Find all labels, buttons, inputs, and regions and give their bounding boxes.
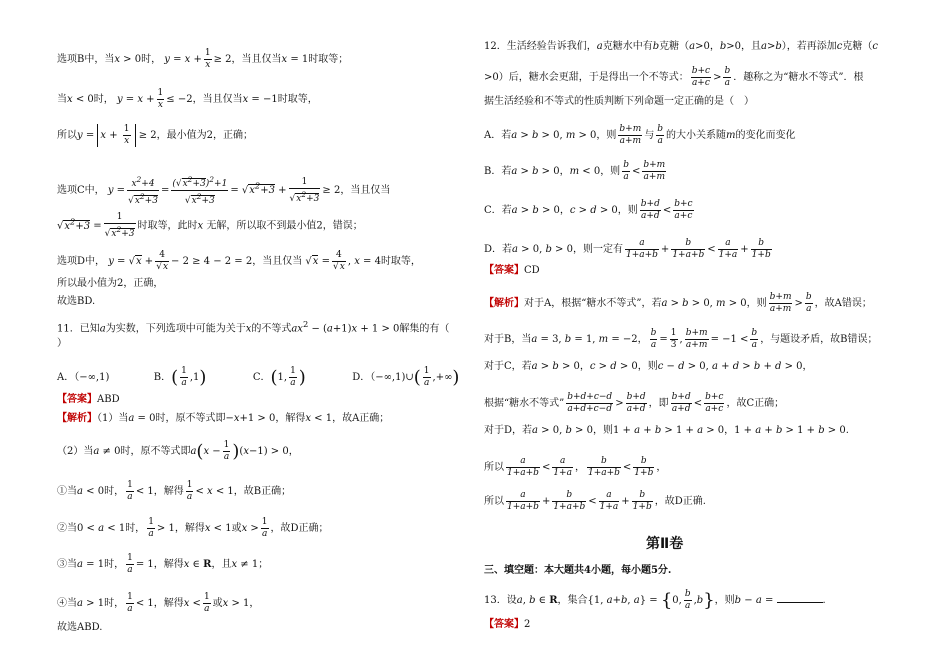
text: 与: [644, 130, 655, 141]
explain-tag: 【解析】: [484, 298, 524, 309]
explain-tag: 【解析】: [57, 413, 97, 424]
case-4: ④当a > 1时， $\frac{1}{a}$ < 1，解得x < $\frac{1}{a}$ 或x > 1，: [57, 592, 260, 614]
text: 时取等，此时: [137, 220, 198, 232]
text: 时，: [104, 559, 125, 570]
option-c: C．: [252, 372, 271, 383]
line-negative-x: 当x < 0时， y = x + $\frac{1}{x}$ ≤ −2，当且仅当x = −1时取等，: [57, 88, 318, 110]
question-11: 11．已知a为实数，下列选项中可能为关于x的不等式$ax^2 - (a+1)x + 1 > 0$解集的有（: [57, 319, 450, 335]
case-2: ②当0 < a < 1时， $\frac{1}{a}$ > 1，解得x < 1或x > $\frac{1}{a}$ ，故D正确；: [57, 517, 329, 539]
text: 所以: [57, 130, 77, 141]
answer-11: [57, 394, 120, 406]
text: ，则一定有: [572, 244, 623, 255]
text: ，且: [211, 559, 232, 570]
explain-c2: 根据“糖水不等式” $\frac{b+d+c-d}{a+d+c-d}$ > $\frac{b+d}{a+d}$ ，即 $\frac{b+d}{a+d}$ < $\frac{b+c}{a+c}$ ，故C正确；: [484, 392, 785, 414]
text: 时取等，: [277, 94, 318, 105]
option-d: D．（−∞,1)∪: [352, 372, 414, 383]
text: 对于D，若: [484, 425, 533, 436]
text: （2）当: [57, 446, 94, 457]
case-1: ①当a < 0时， $\frac{1}{a}$ < 1，解得 $\frac{1}{a}$ < x < 1，故B正确；: [57, 480, 292, 502]
text: 故选BD.: [57, 296, 96, 307]
text: ，解得: [153, 598, 184, 609]
option-b: B．: [153, 372, 172, 383]
text: 的大小关系随: [666, 130, 727, 141]
text: 克糖（: [659, 41, 690, 52]
option-c-12: C．若a > b > 0，c > d > 0，则 $\frac{b+d}{a+d}$ < $\frac{b+c}{a+c}$: [484, 199, 693, 221]
text: 根据“糖水不等式”: [484, 398, 565, 409]
text: B．若: [484, 166, 512, 177]
text: ，则: [746, 298, 767, 309]
text: ，故A正确；: [332, 413, 390, 424]
text: CD: [524, 265, 540, 276]
text: ，则: [617, 205, 638, 216]
text: ，则: [600, 166, 621, 177]
text: ），若再添加: [781, 41, 837, 52]
text: 所以最小值为2，正确，: [57, 278, 164, 289]
text: 解集的有（: [399, 323, 450, 335]
text: 选项C中，: [57, 185, 105, 196]
explain-c: 对于C，若a > b > 0，c > d > 0，则c − d > 0, a + d > b + d > 0，: [484, 361, 813, 372]
text: 无解，所以取不到最小值2，错误；: [206, 220, 363, 232]
text: ABD: [97, 394, 120, 405]
text: 13．设: [484, 595, 517, 606]
text: ，故D正确；: [270, 523, 329, 534]
text: ，则: [592, 425, 613, 436]
text: 故选ABD.: [57, 622, 103, 633]
answer-12: [484, 265, 540, 277]
answer-tag: 【答案】: [57, 394, 97, 405]
text: 所以: [484, 496, 504, 507]
explain-d: 对于D，若a > 0, b > 0，则1 + a + b > 1 + a > 0，1 + a + b > 1 + b > 0.: [484, 425, 849, 436]
answer-tag: 【答案】: [484, 265, 524, 276]
text: 所以: [484, 462, 504, 473]
text: ）后，糖水会更甜，于是得出一个不等式：: [498, 72, 689, 83]
text: 选项D中，: [57, 256, 106, 267]
text: ②当: [57, 523, 77, 534]
text: 选项B中，当: [57, 54, 115, 65]
text: 克糖（: [842, 41, 873, 52]
question-12-cont: >0）后，糖水会更甜，于是得出一个不等式： $\frac{b+c}{a+c}$ > $\frac{b}{a}$ ．趣称之为“糖水不等式”．根: [484, 66, 864, 88]
text: 为实数，下列选项中可能为关于: [105, 323, 246, 335]
explain-2: （2）当a ≠ 0时，原不等式即a(x − $\frac{1}{a}$ )(x−1) > 0，: [57, 440, 299, 462]
explain-a: 【解析】对于A，根据“糖水不等式”，若a > b > 0, m > 0，则 $\frac{b+m}{a+m}$ > $\frac{b}{a}$ ，故A错误；: [484, 292, 872, 314]
answer-13: [484, 619, 530, 631]
text: 时，: [104, 486, 125, 497]
text: ，故C正确；: [726, 398, 785, 409]
text: 的不等式: [251, 323, 292, 335]
text: 的变化而变化: [735, 130, 796, 141]
case-3: ③当a = 1时， $\frac{1}{a}$ = 1，解得x ∈ R，且x ≠ 1；: [57, 553, 269, 575]
text: ，解得: [174, 523, 205, 534]
question-13: 13．设a, b ∈ R，集合{1, a+b, a} = {0, $\frac{b}{a}$ ,b}，则b − a = .: [484, 589, 826, 611]
text: ，解得: [153, 486, 184, 497]
explain-1: 【解析】（1）当a = 0时，原不等式即−x+1 > 0，解得x < 1，故A正确；: [57, 413, 390, 424]
option-a-12: A．若a > b > 0, m > 0，则 $\frac{b+m}{a+m}$ 与 $\frac{b}{a}$ 的大小关系随m的变化而变化: [484, 124, 796, 146]
text: ．趣称之为“糖水不等式”．根: [733, 72, 864, 83]
option-d-12: D．若a > 0, b > 0，则一定有 $\frac{a}{1+a+b}$ + $\frac{b}{1+a+b}$ < $\frac{a}{1+a}$ + $\frac{b}{1+b}$: [484, 238, 771, 260]
section-heading: 三、填空题：本大题共4小题，每小题5分.: [484, 565, 672, 576]
text: ，集合: [557, 595, 588, 606]
line-option-c-cont: $√x^2+3$ = $\frac{1}{√x^2+3}$ 时取等，此时x 无解，所以取不到最小值2，错误；: [57, 212, 363, 239]
text: ①当: [57, 486, 77, 497]
q11-options: A．（−∞,1) B．( $\frac{1}{a}$ ,1) C．(1, $\frac{1}{a}$ ) D．（−∞,1)∪( $\frac{1}{a}$ ,+∞): [57, 366, 460, 388]
text: 当: [57, 94, 67, 105]
text: ，当且仅当: [192, 94, 243, 105]
text: ，故B正确；: [233, 486, 292, 497]
text: ，解得: [153, 559, 184, 570]
text: ，当且仅当: [231, 54, 282, 65]
answer-tag: 【答案】: [484, 619, 524, 630]
text: ，: [637, 334, 648, 345]
text: ，即: [648, 398, 669, 409]
text: ，解得: [275, 413, 306, 424]
text: A．若: [484, 130, 512, 141]
text: 时取等；: [308, 54, 349, 65]
option-a: A．（−∞,1): [57, 372, 110, 383]
text: 时，: [104, 598, 125, 609]
text: ，最小值为2，正确；: [156, 130, 254, 141]
text: 对于A，根据“糖水不等式”，若: [524, 298, 662, 309]
line-option-d: 选项D中， y = √x + $\frac{4}{√x}$ − 2 ≥ 4 − 2 = 2，当且仅当 √x = $\frac{4}{√x}$ , x = 4时取等，: [57, 250, 421, 272]
question-12: 12．生活经验告诉我们，a克糖水中有b克糖（a>0，b>0，且a>b），若再添加c克糖（c: [484, 41, 878, 52]
text: 时，: [93, 94, 114, 105]
explain-d2: 所以 $\frac{a}{1+a+b}$ < $\frac{a}{1+a}$ ， $\frac{b}{1+a+b}$ < $\frac{b}{1+b}$ ，: [484, 456, 667, 478]
text: ，当且仅当: [252, 256, 303, 267]
text: ④当: [57, 598, 77, 609]
text: ，: [249, 598, 260, 609]
text: ，故A错误；: [814, 298, 872, 309]
text: 时，原不等式即: [120, 446, 191, 457]
text: ③当: [57, 559, 77, 570]
text: ，当且仅当: [340, 185, 391, 196]
answer-blank[interactable]: [777, 593, 823, 603]
text: 12．生活经验告诉我们，: [484, 41, 597, 52]
text: 时，原不等式即: [155, 413, 226, 424]
text: ）: [57, 338, 67, 349]
part-title: 第Ⅱ卷: [646, 536, 684, 552]
text: 据生活经验和不等式的性质判断下列命题一定正确的是（ ）: [484, 96, 754, 107]
text: 2: [524, 619, 531, 630]
text: ，故D正确.: [654, 496, 706, 507]
text: 时，: [141, 54, 162, 65]
text: 时，: [125, 523, 146, 534]
line-abs: 所以y = x + $\frac{1}{x}$ ≥ 2，最小值为2，正确；: [57, 124, 254, 146]
text: C．若: [484, 205, 512, 216]
text: （1）当: [97, 413, 129, 424]
line-option-c: 选项C中， y = $\frac{x^2+4}{√x^2+3}$ = $\frac{(√x^2+3)^2+1}{√x^2+3}$ = $√x^2+3$ + $\frac{1}{√x^2+3}$ ≥ 2，当且仅当: [57, 175, 391, 206]
text: ，与题设矛盾，故B错误；: [760, 334, 878, 345]
explain-d3: 所以 $\frac{a}{1+a+b}$ + $\frac{b}{1+a+b}$ < $\frac{a}{1+a}$ + $\frac{b}{1+b}$ ，故D正确.: [484, 490, 706, 512]
text: ，则: [596, 130, 617, 141]
text: 11．已知: [57, 323, 100, 335]
text: 对于C，若: [484, 361, 532, 372]
explain-b: 对于B，当a = 3, b = 1, m = −2， $\frac{b}{a}$ = $\frac{1}{3}$ , $\frac{b+m}{a+m}$ = −1 < $\frac{b}{a}$ ，与题设矛盾，故B错误；: [484, 328, 878, 350]
text: 对于B，当: [484, 334, 532, 345]
option-b-12: B．若a > b > 0，m < 0，则 $\frac{b}{a}$ < $\frac{b+m}{a+m}$: [484, 160, 666, 182]
text: 时取等，: [380, 256, 421, 267]
text: ，则: [714, 595, 735, 606]
text: D．若: [484, 244, 513, 255]
line-option-b: 选项B中，当x > 0时， y = x + $\frac{1}{x}$ ≥ 2，当且仅当x = 1时取等；: [57, 48, 349, 70]
text: 克糖水中有: [602, 41, 653, 52]
text: ，则: [637, 361, 658, 372]
